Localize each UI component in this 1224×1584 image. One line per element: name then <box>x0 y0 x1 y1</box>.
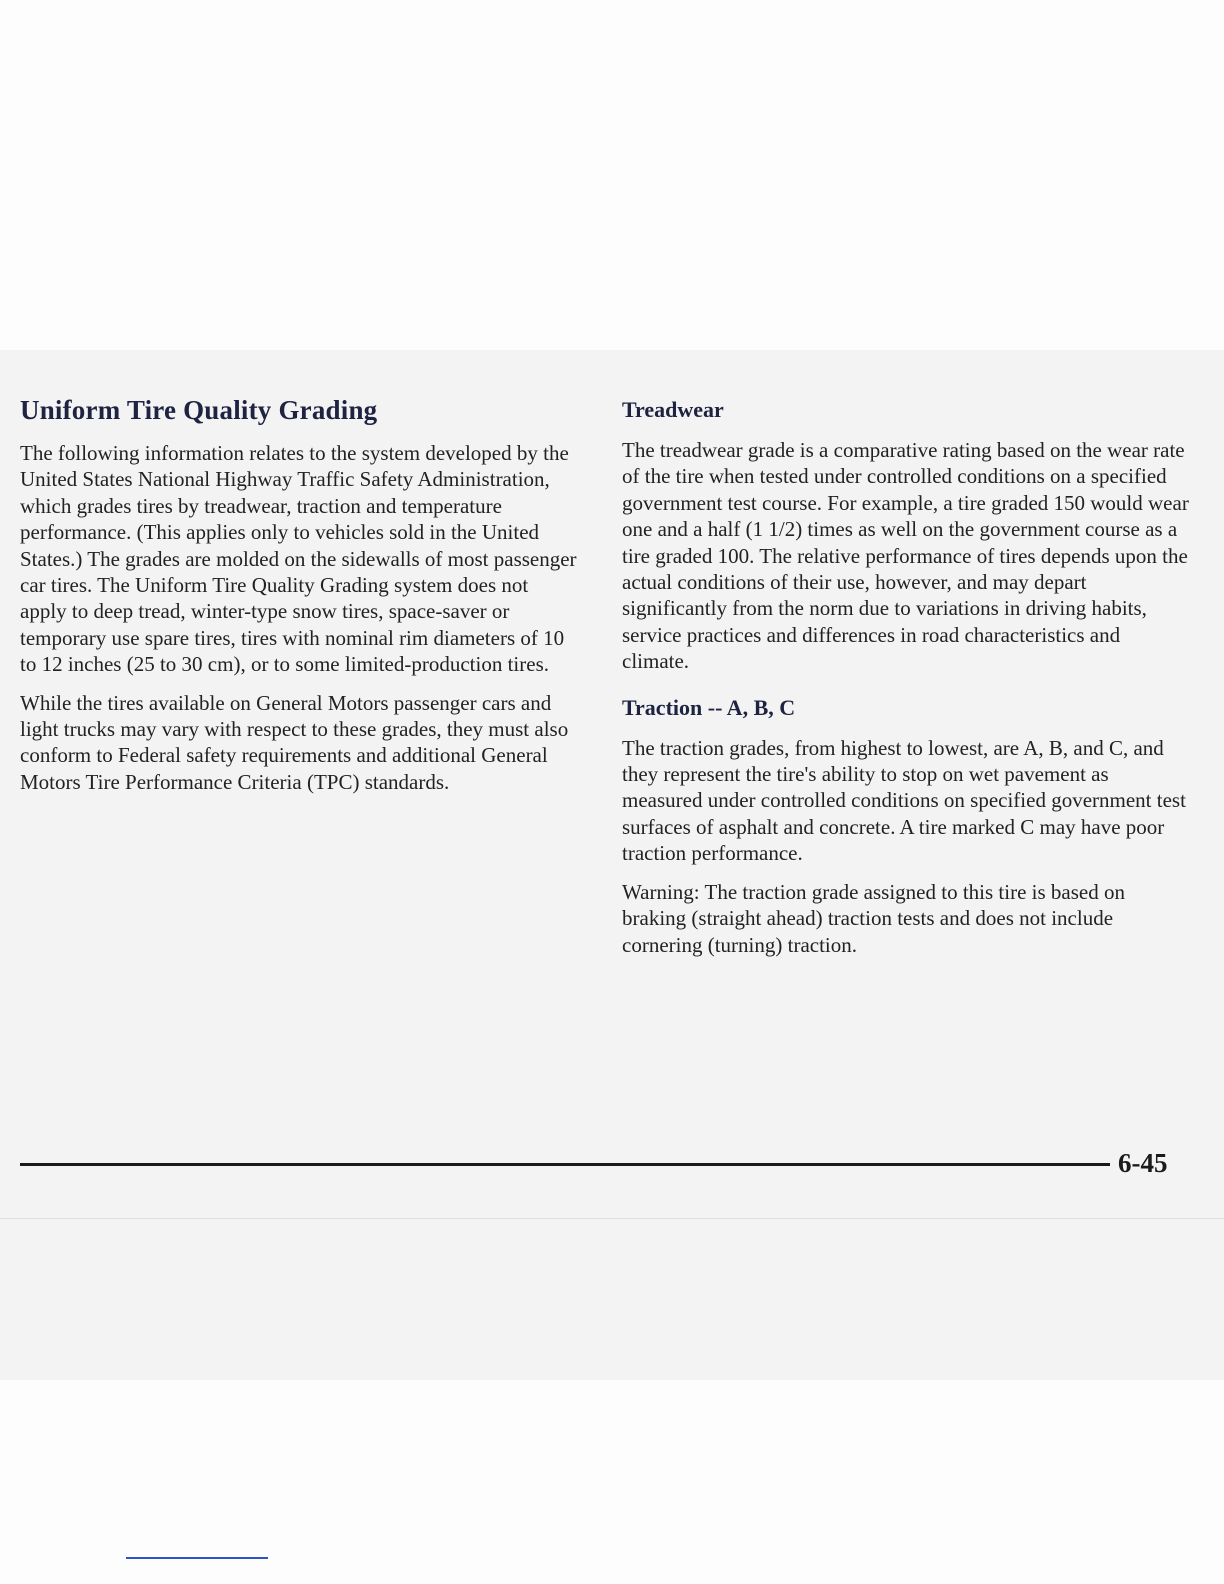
page-number: 6-45 <box>1118 1148 1168 1178</box>
treadwear-paragraph: The treadwear grade is a comparative rating based on the wear rate of the tire when tested under controlled conditions on a specified government test course. For example, a tire graded 150 would wear one and a half (1 1/2) times as well on the government course as a tire graded 100. The relative performance of tires depends upon the actual conditions of their use, however, and may depart significantly from the norm due to variations in driving habits, service practices and differences in road characteristics and climate. <box>622 438 1189 674</box>
treadwear-heading: Treadwear <box>622 397 724 422</box>
traction-paragraph: The traction grades, from highest to lowest, are A, B, and C, and they represent the tire's ability to stop on wet pavement as measured under controlled conditions on specified government test surfaces of asphalt and concrete. A tire marked C may have poor traction performance. <box>622 735 1186 866</box>
right-column <box>622 397 1192 970</box>
left-column <box>20 395 580 807</box>
footer-rule <box>20 1163 1110 1166</box>
traction-warning: Warning: The traction grade assigned to this tire is based on braking (straight ahead) traction tests and does not include cornering (turning) traction. <box>622 879 1125 957</box>
page-edge-line <box>0 1218 1224 1219</box>
intro-paragraph: The following information relates to the system developed by the United States National Highway Traffic Safety Administration, which grades tires by treadwear, traction and temperature performance. (This applies only to vehicles sold in the United States.) The grades are molded on the sidewalls of most passenger car tires. The Uniform Tire Quality Grading system does not apply to deep tread, winter-type snow tires, space-saver or temporary use spare tires, tires with nominal rim diameters of 10 to 12 inches (25 to 30 cm), or to some limited-production tires. <box>20 441 577 677</box>
traction-heading: Traction -- A, B, C <box>622 694 796 720</box>
link-underline[interactable] <box>126 1557 268 1559</box>
section-heading: Uniform Tire Quality Grading <box>20 395 378 425</box>
gm-standards-paragraph: While the tires available on General Motors passenger cars and light trucks may vary with respect to these grades, they must also conform to Federal safety requirements and additional General Motors Tire Performance Criteria (TPC) standards. <box>20 690 569 794</box>
